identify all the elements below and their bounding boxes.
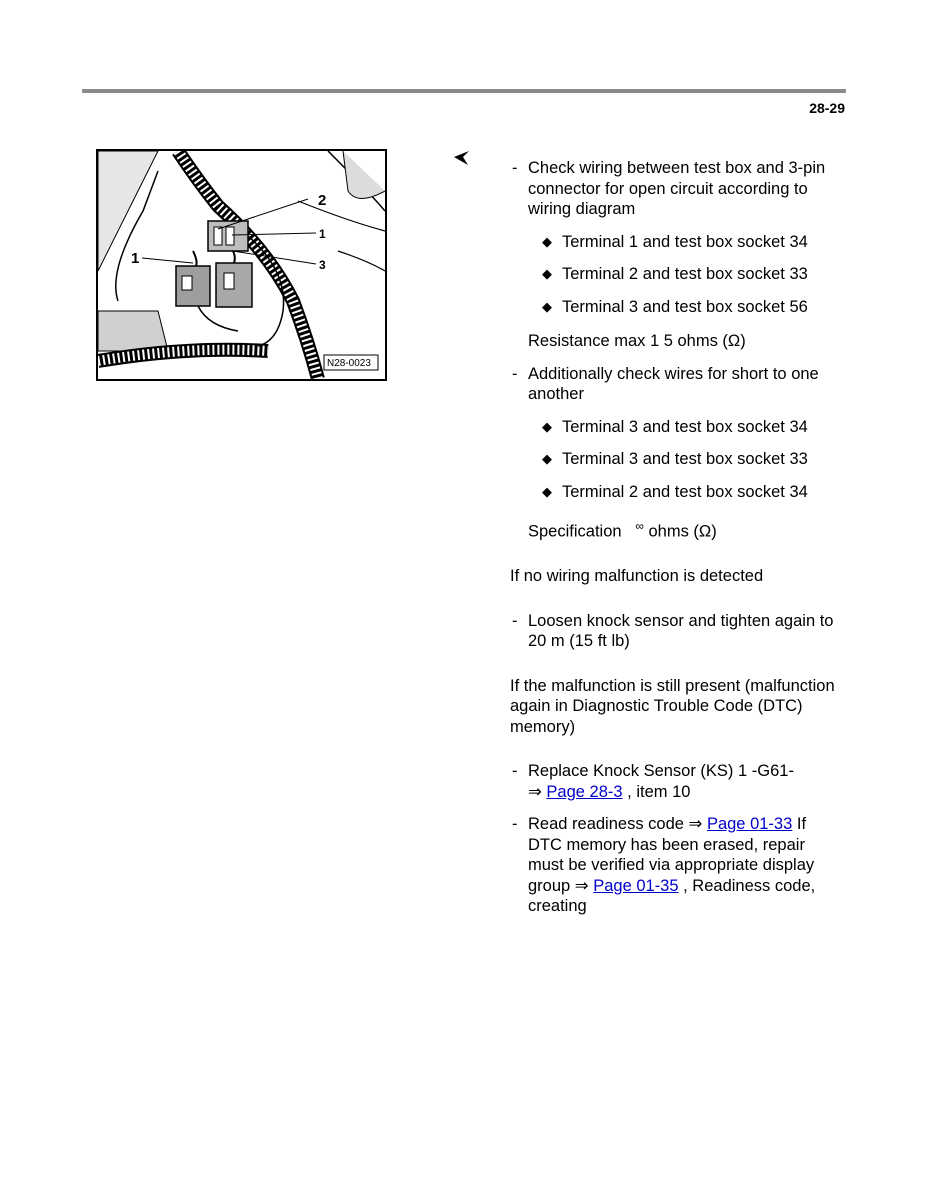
callout-1-small: 1 [319, 227, 326, 241]
figure-pointer-icon [453, 150, 471, 166]
diamond-bullet-icon: ◆ [542, 418, 552, 434]
short-item: ◆ Terminal 3 and test box socket 34 [542, 417, 808, 436]
diamond-bullet-icon: ◆ [542, 233, 552, 249]
callout-3: 3 [319, 258, 326, 272]
infinity-symbol: ∞ [635, 519, 644, 533]
still-present-note: If the malfunction is still present (malfunction again in Diagnostic Trouble Code (DTC) memory) [510, 676, 835, 736]
arrow-icon: ⇒ [688, 815, 703, 833]
figure-code: N28-0023 [327, 358, 371, 369]
arrow-icon: ⇒ [574, 876, 589, 895]
step-replace: - Replace Knock Sensor (KS) 1 -G61- ⇒ Page 28-3 , item 10 [512, 762, 794, 801]
ohm-symbol: Ω [698, 522, 712, 541]
link-page-01-35[interactable]: Page 01-35 [593, 876, 679, 895]
resistance-spec: Resistance max 1 5 ohms (Ω) [528, 332, 746, 350]
ohm-symbol: Ω [727, 332, 741, 350]
arrow-icon: ⇒ [528, 782, 542, 801]
step-read-readiness: - Read readiness code ⇒ Page 01-33 If DTC memory has been erased, repair must be verified via appropriate display group ⇒ Page 01-35 , Readiness code, creating [512, 815, 816, 915]
short-spec: Specification ∞ ohms (Ω) [528, 519, 717, 541]
step-loosen: - Loosen knock sensor and tighten again to 20 m (15 ft lb) [512, 611, 834, 650]
top-rule [82, 89, 846, 93]
diamond-bullet-icon: ◆ [542, 266, 552, 281]
callout-2: 2 [318, 192, 327, 209]
step-check-wiring: - Check wiring between test box and 3-pin connector for open circuit according to wiring diagram [512, 159, 826, 218]
wiring-illustration [96, 149, 387, 381]
short-item: ◆ Terminal 3 and test box socket 33 [542, 450, 808, 468]
open-circuit-item: ◆ Terminal 2 and test box socket 33 [542, 265, 808, 283]
open-circuit-item: ◆ Terminal 3 and test box socket 56 [542, 297, 808, 316]
step-check-short: - Additionally check wires for short to one another [512, 364, 819, 403]
no-malfunction-note: If no wiring malfunction is detected [510, 567, 764, 585]
diamond-bullet-icon: ◆ [542, 298, 552, 314]
short-item: ◆ Terminal 2 and test box socket 34 [542, 482, 808, 501]
callout-1: 1 [131, 250, 140, 267]
diamond-bullet-icon: ◆ [542, 483, 552, 499]
page-number: 28-29 [809, 100, 845, 116]
link-page-01-33[interactable]: Page 01-33 [706, 815, 793, 833]
instruction-column [510, 158, 840, 917]
diamond-bullet-icon: ◆ [542, 451, 552, 466]
link-page-28-3[interactable]: Page 28-3 [546, 782, 623, 801]
open-circuit-item: ◆ Terminal 1 and test box socket 34 [542, 232, 808, 251]
